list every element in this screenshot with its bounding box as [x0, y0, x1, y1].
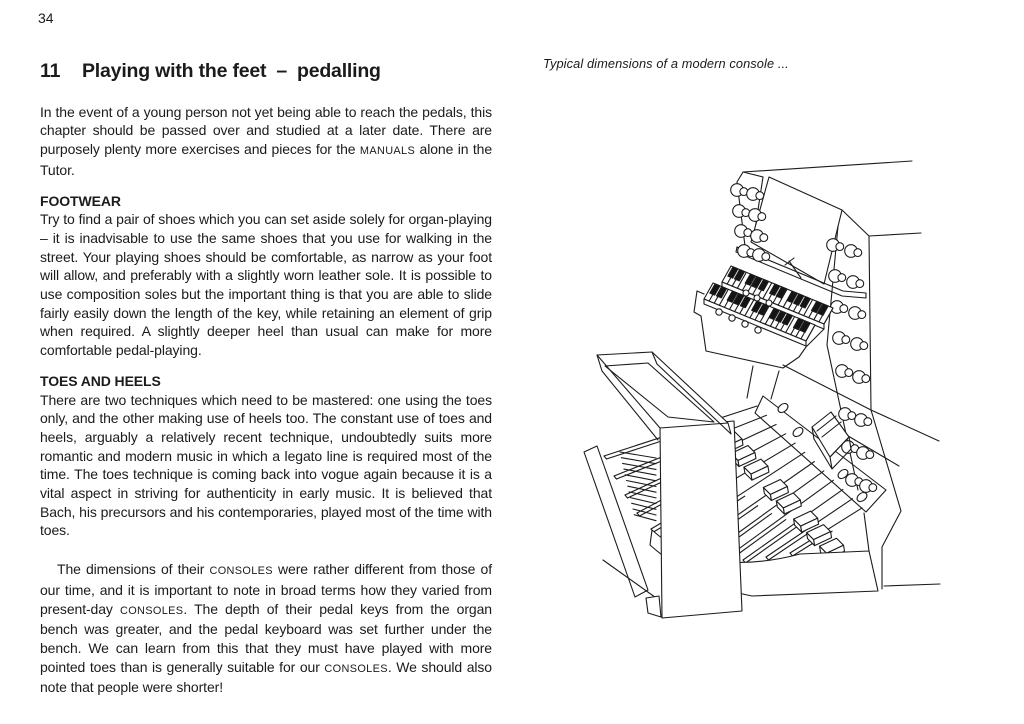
footwear-paragraph: Try to find a pair of shoes which you can set aside solely for organ-playing – it is inadvisable to use the same shoes that you use for walking in the street. Your playing shoes should be comfortable, as narrow as your foot will allow, and preferably with a slightly worn leather sole. It is possible to use composition soles but the important thing is that you are able to slide fairly easily down the length of the key, while retaining an element of grip when required. A slightly deeper heel than usual can make for more comfortable pedal-playing.	[40, 211, 492, 359]
toes-paragraph: There are two techniques which need to be mastered: one using the toes only, and the other making use of heels too. The constant use of toes and heels, arguably a relatively recent technique, undoubtedly suits more romantic and modern music in which a legato line is required most of the time. The toes technique is coming back into vogue again because it is a vital aspect in striving for authenticity in early music. It is believed that Bach, his precursors and his contemporaries, played most of the time with toes.	[40, 391, 492, 539]
consoles-paragraph: The dimensions of their CONSOLES were rather different from those of our time, and it is important to note in broad terms how they varied from present-day CONSOLES. The depth of their pedal keys from the organ bench was greater, and the pedal keyboard was set further under the bench. We can learn from this that they must have played with more pointed toes than is generally suitable for our CONSOLES. We should also note that people were shorter!	[40, 561, 492, 696]
page-number: 34	[38, 10, 54, 26]
chapter-title-right: pedalling	[296, 60, 381, 82]
toes-and-heels-heading: TOES AND HEELS	[40, 372, 161, 389]
figure-caption: Typical dimensions of a modern console ...	[543, 56, 789, 71]
footwear-heading: FOOTWEAR	[40, 192, 121, 209]
text-column	[40, 60, 492, 697]
organ-bench	[584, 352, 742, 618]
intro-paragraph: In the event of a young person not yet being able to reach the pedals, this chapter should be passed over and studied at a later date. There are purposely plenty more exercises and pieces for the MANUALS alone in the Tutor.	[40, 103, 493, 178]
chapter-heading	[40, 62, 492, 81]
chapter-title-dash: –	[276, 60, 287, 82]
chapter-number: 11	[40, 60, 61, 82]
chapter-title-left: Playing with the feet	[82, 60, 267, 82]
organ-console-illustration	[560, 108, 1024, 698]
